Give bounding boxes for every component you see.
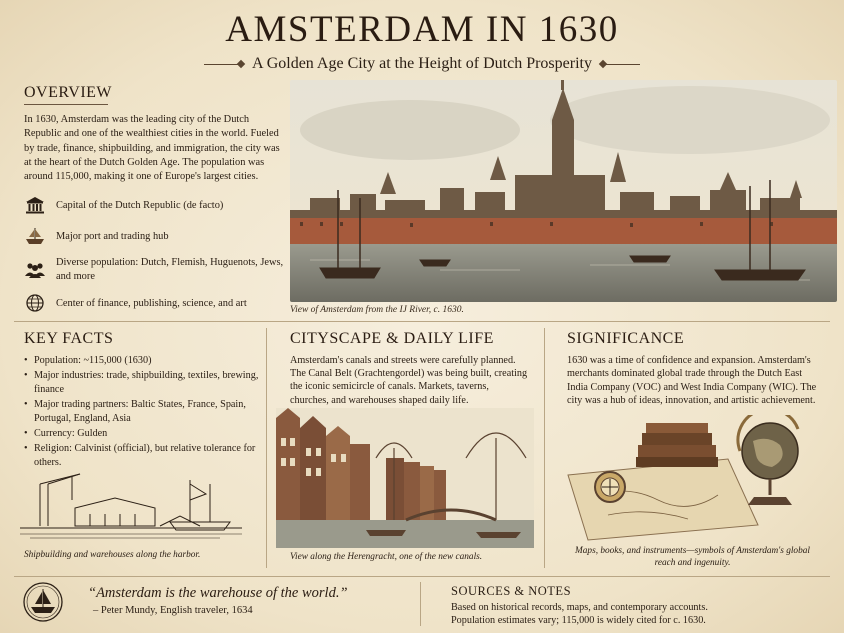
column-divider	[266, 328, 267, 568]
footer-quote: “Amsterdam is the warehouse of the world.”	[88, 585, 348, 601]
canal-caption: View along the Herengracht, one of the new canals.	[290, 552, 483, 562]
sources-line: Based on historical records, maps, and contemporary accounts.	[451, 602, 708, 613]
overview-item	[24, 225, 284, 247]
capitol-building-icon	[24, 194, 46, 216]
heading-underline	[24, 104, 108, 105]
key-facts-list	[24, 354, 264, 469]
harbor-sketch-illustration	[20, 470, 242, 542]
section-divider	[14, 321, 830, 322]
overview-item-text: Major port and trading hub	[56, 230, 169, 242]
sources-line: Population estimates vary; 115,000 is widely cited for c. 1630.	[451, 615, 706, 626]
list-item: • Major industries: trade, shipbuilding, textiles, brewing, finance	[24, 369, 264, 396]
list-item: • Population: ~115,000 (1630)	[24, 354, 264, 367]
maps-caption: Maps, books, and instruments—symbols of Amsterdam's global reach and ingenuity.	[575, 546, 810, 568]
cityscape-section	[290, 330, 528, 407]
page-title: AMSTERDAM IN 1630	[225, 9, 619, 50]
sources-notes	[451, 584, 831, 627]
key-facts-heading: KEY FACTS	[24, 330, 114, 347]
hero-caption: View of Amsterdam from the IJ River, c. 1630.	[290, 305, 464, 315]
ornament-right	[602, 64, 640, 65]
overview-item-text: Diverse population: Dutch, Flemish, Huguenots, Jews, and more	[56, 257, 284, 282]
significance-body: 1630 was a time of confidence and expansion. Amsterdam's merchants dominated global trade through the Dutch East India Company (VOC) and West India Company (WIC). The city was a hub of ideas, innovation, and artistic achievement.	[567, 355, 817, 407]
page-subtitle: A Golden Age City at the Height of Dutch Prosperity	[252, 55, 592, 72]
sailing-ship-icon	[24, 225, 46, 247]
overview-section	[24, 84, 284, 323]
quote-attribution: – Peter Mundy, English traveler, 1634	[93, 605, 253, 616]
footer-column-divider	[420, 582, 421, 626]
key-facts-section	[24, 330, 264, 471]
herengracht-canal-illustration	[276, 408, 534, 548]
overview-list	[24, 194, 284, 314]
cityscape-heading: CITYSCAPE & DAILY LIFE	[290, 330, 494, 347]
overview-item	[24, 194, 284, 216]
overview-heading: OVERVIEW	[24, 84, 113, 101]
overview-item-text: Center of finance, publishing, science, and art	[56, 297, 247, 309]
overview-item	[24, 256, 284, 283]
amsterdam-skyline-illustration	[290, 80, 837, 302]
significance-section	[567, 330, 822, 408]
list-item: • Religion: Calvinist (official), but relative tolerance for others.	[24, 442, 264, 469]
list-item: • Major trading partners: Baltic States, France, Spain, Portugal, England, Asia	[24, 398, 264, 425]
overview-body: In 1630, Amsterdam was the leading city of the Dutch Republic and one of the wealthiest cities in the world. Fueled by trade, finance, shipbuilding, and immigration, the city was at the heart of the Dutch Golden Age. The population was around 115,000, making it one of Europe's largest cities.	[24, 114, 280, 183]
column-divider	[544, 328, 545, 568]
list-item: • Currency: Gulden	[24, 427, 264, 440]
overview-item-text: Capital of the Dutch Republic (de facto)	[56, 199, 224, 211]
subtitle-row	[0, 54, 844, 74]
globe-icon	[24, 292, 46, 314]
cityscape-body: Amsterdam's canals and streets were carefully planned. The Canal Belt (Grachtengordel) was being built, creating the iconic semicircle of canals. Markets, taverns, churches, and warehouses shaped daily life.	[290, 355, 528, 406]
harbor-caption: Shipbuilding and warehouses along the harbor.	[24, 550, 201, 560]
people-group-icon	[24, 259, 46, 281]
overview-item	[24, 292, 284, 314]
ornament-left	[204, 64, 242, 65]
sources-heading: SOURCES & NOTES	[451, 584, 572, 598]
maps-books-globe-illustration	[558, 415, 830, 545]
footer-divider	[14, 576, 830, 577]
ship-emblem-icon	[22, 580, 64, 624]
significance-heading: SIGNIFICANCE	[567, 330, 685, 347]
